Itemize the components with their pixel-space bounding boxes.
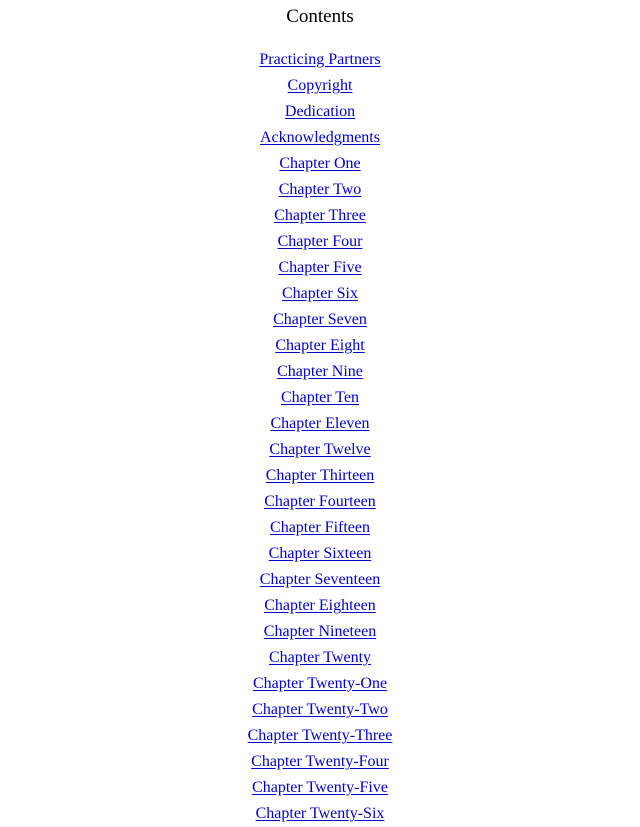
toc-list [0,47,640,827]
toc-link[interactable]: Chapter Twenty-One [252,675,388,692]
toc-link[interactable]: Chapter Ten [280,389,360,406]
toc-link[interactable]: Dedication [284,103,356,120]
toc-link[interactable]: Chapter Fifteen [270,519,370,536]
toc-link[interactable]: Chapter Twenty-Five [252,779,388,796]
toc-link[interactable]: Chapter Eleven [270,415,370,432]
toc-link[interactable]: Chapter Four [277,233,363,250]
toc-item [0,775,640,801]
toc-link[interactable]: Chapter Thirteen [265,467,375,484]
toc-item [0,515,640,541]
toc-item [0,359,640,385]
toc-item [0,47,640,73]
toc-item [0,489,640,515]
toc-item [0,281,640,307]
toc-item [0,229,640,255]
toc-item [0,255,640,281]
toc-item [0,125,640,151]
toc-link[interactable]: Chapter Nineteen [263,623,377,640]
toc-item [0,463,640,489]
toc-link[interactable]: Chapter Twenty [268,649,372,666]
toc-item [0,697,640,723]
toc-link[interactable]: Chapter Seventeen [259,571,381,588]
toc-link[interactable]: Chapter Seven [273,311,367,328]
toc-item [0,151,640,177]
toc-link[interactable]: Acknowledgments [260,129,380,146]
page-title: Contents [286,6,354,27]
toc-link[interactable]: Chapter Twenty-Two [252,701,388,718]
toc-link[interactable]: Chapter Twelve [269,441,371,458]
toc-item [0,619,640,645]
toc-link[interactable]: Chapter Eight [275,337,365,354]
toc-item [0,307,640,333]
toc-item [0,385,640,411]
toc-link[interactable]: Chapter Five [278,259,362,276]
toc-link[interactable]: Chapter One [279,155,361,172]
toc-item [0,177,640,203]
toc-item [0,411,640,437]
toc-item [0,567,640,593]
toc-item [0,749,640,775]
toc-link[interactable]: Chapter Nine [277,363,363,380]
toc-item [0,671,640,697]
toc-item [0,99,640,125]
toc-item [0,645,640,671]
toc-item [0,801,640,827]
toc-item [0,333,640,359]
toc-link[interactable]: Chapter Twenty-Six [255,805,385,822]
toc-item [0,541,640,567]
toc-link[interactable]: Chapter Two [278,181,362,198]
toc-item [0,437,640,463]
toc-item [0,593,640,619]
toc-item [0,73,640,99]
toc-link[interactable]: Chapter Three [274,207,366,224]
toc-item [0,723,640,749]
toc-link[interactable]: Copyright [287,77,353,94]
toc-item [0,203,640,229]
toc-link[interactable]: Chapter Sixteen [268,545,372,562]
toc-link[interactable]: Chapter Twenty-Three [247,727,393,744]
toc-link[interactable]: Chapter Twenty-Four [251,753,389,770]
toc-link[interactable]: Chapter Six [282,285,358,302]
toc-link[interactable]: Chapter Fourteen [264,493,376,510]
toc-link[interactable]: Chapter Eighteen [264,597,376,614]
toc-link[interactable]: Practicing Partners [259,51,381,68]
